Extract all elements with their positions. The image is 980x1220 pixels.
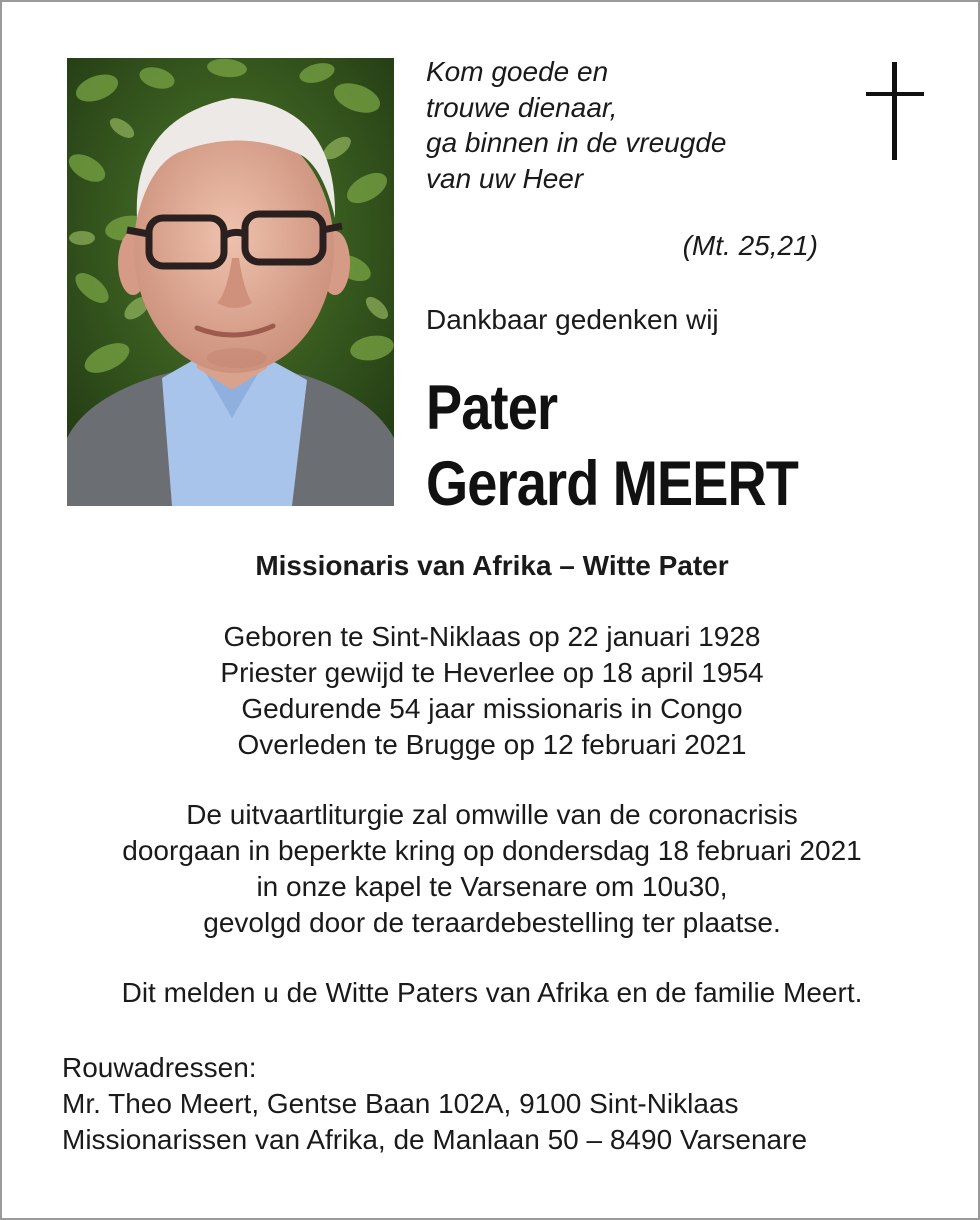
name-full: Gerard MEERT (426, 449, 799, 519)
announcement (2, 975, 980, 1011)
verse-line: van uw Heer (426, 162, 584, 194)
condolence-addresses (62, 1050, 807, 1158)
role-line: Missionaris van Afrika – Witte Pater (255, 550, 729, 581)
verse-reference: (Mt. 25,21) (682, 230, 818, 261)
addresses-heading: Rouwadressen: (62, 1052, 257, 1083)
deceased-name (426, 370, 798, 522)
portrait-photo-icon (67, 58, 394, 506)
announcement-line: Dit melden u de Witte Paters van Afrika en de familie Meert. (121, 977, 863, 1008)
funeral-details (2, 797, 980, 941)
verse-line: trouwe dienaar, (426, 91, 618, 123)
verse-line: Kom goede en (426, 56, 609, 87)
bio-line: Priester gewijd te Heverlee op 18 april 1954 (220, 657, 764, 688)
cross-icon (866, 62, 924, 162)
funeral-line: doorgaan in beperkte kring op dondersdag 18 februari 2021 (122, 835, 862, 866)
bio-line: Gedurende 54 jaar missionaris in Congo (241, 693, 743, 724)
verse-line: ga binnen in de vreugde (426, 127, 727, 158)
bio-line: Geboren te Sint-Niklaas op 22 januari 1928 (223, 621, 761, 652)
intro-text: Dankbaar gedenken wij (426, 304, 719, 335)
funeral-line: gevolgd door de teraardebestelling ter plaatse. (203, 907, 781, 938)
biography (2, 619, 980, 763)
portrait-photo (67, 58, 394, 506)
bio-line: Overleden te Brugge op 12 februari 2021 (237, 729, 747, 760)
address-line: Mr. Theo Meert, Gentse Baan 102A, 9100 Sint-Niklaas (62, 1088, 739, 1119)
funeral-line: De uitvaartliturgie zal omwille van de coronacrisis (186, 799, 798, 830)
bible-verse (426, 54, 726, 196)
address-line: Missionarissen van Afrika, de Manlaan 50 – 8490 Varsenare (62, 1124, 808, 1155)
name-title: Pater (426, 373, 558, 443)
funeral-line: in onze kapel te Varsenare om 10u30, (256, 871, 728, 902)
